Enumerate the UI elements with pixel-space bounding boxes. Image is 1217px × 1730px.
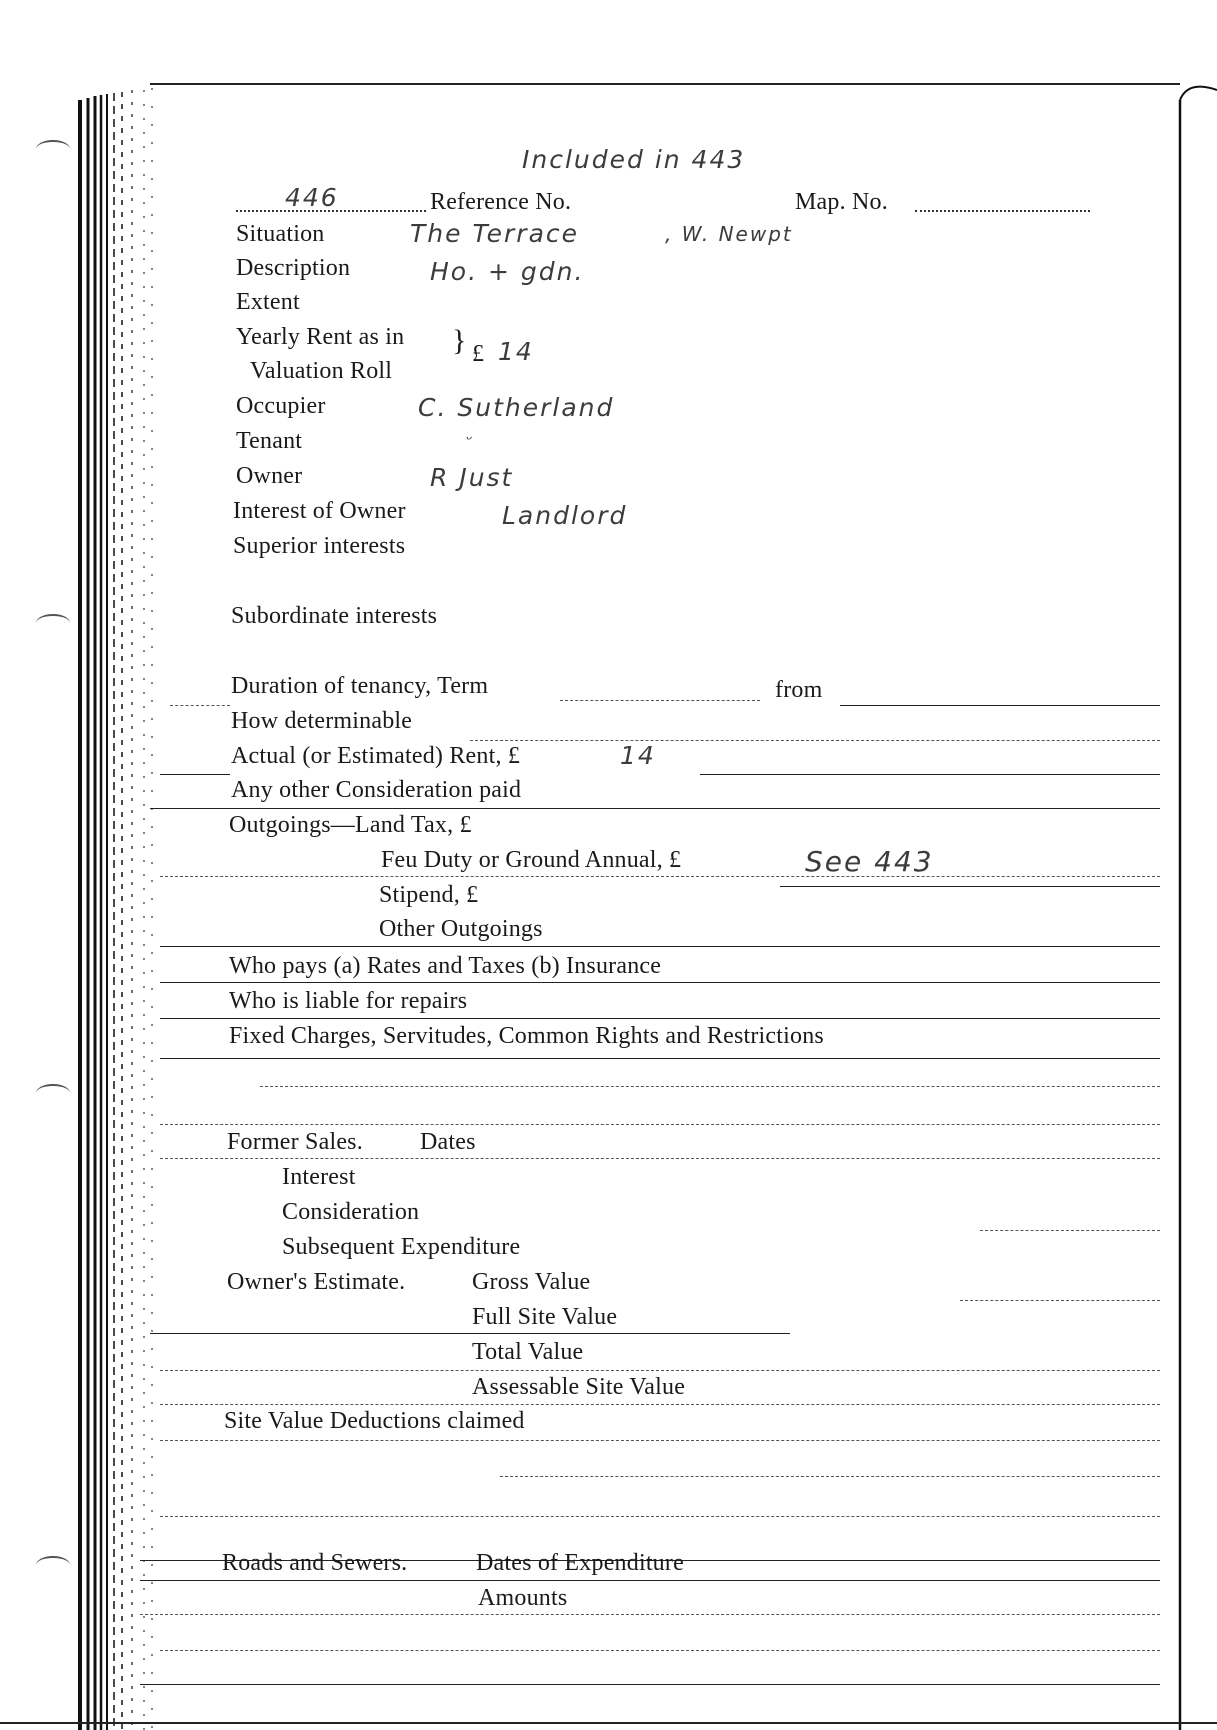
duration-line <box>560 700 760 701</box>
subsequent-expenditure-label: Subsequent Expenditure <box>282 1234 521 1260</box>
line <box>160 1440 1160 1441</box>
line <box>160 982 1160 983</box>
gross-value-label: Gross Value <box>472 1269 591 1295</box>
owner-value: R Just <box>430 463 514 492</box>
other-outgoings-label: Other Outgoings <box>379 916 543 942</box>
duration-label: Duration of tenancy, Term <box>231 673 489 699</box>
description-label: Description <box>236 255 351 281</box>
roads-and-sewers-label: Roads and Sewers. <box>222 1550 408 1576</box>
line <box>160 1370 1160 1371</box>
actual-rent-value: 14 <box>620 741 656 770</box>
line <box>150 808 1160 809</box>
stipend-label: Stipend, £ <box>379 882 479 908</box>
binder-edge <box>0 0 170 1730</box>
binder-ring-mark <box>36 614 70 632</box>
binder-ring-mark <box>36 1084 70 1102</box>
yearly-rent-brace: } <box>452 324 467 357</box>
interest-of-owner-label: Interest of Owner <box>233 498 406 524</box>
line <box>160 1516 1160 1517</box>
line <box>470 740 1160 741</box>
owner-label: Owner <box>236 463 303 489</box>
former-sales-consideration-label: Consideration <box>282 1199 420 1225</box>
extent-label: Extent <box>236 289 300 315</box>
line <box>160 1650 1160 1651</box>
line <box>160 1158 1160 1159</box>
included-in-note: Included in 443 <box>522 145 746 174</box>
situation-value: The Terrace <box>410 219 580 248</box>
binder-ring-mark <box>36 140 70 158</box>
outgoings-land-tax-label: Outgoings—Land Tax, £ <box>229 812 472 838</box>
line <box>170 705 230 706</box>
line <box>260 1086 1160 1087</box>
how-determinable-label: How determinable <box>231 708 413 734</box>
from-label: from <box>775 677 823 703</box>
line <box>160 876 1160 877</box>
yearly-rent-value: 14 <box>498 337 534 366</box>
map-no-label: Map. No. <box>795 189 888 215</box>
line <box>700 774 1160 775</box>
page-top-edge <box>150 83 1180 85</box>
line <box>140 1614 1160 1615</box>
amounts-label: Amounts <box>478 1585 568 1611</box>
line <box>140 1684 1160 1685</box>
dates-of-expenditure-label: Dates of Expenditure <box>476 1550 684 1576</box>
tenant-mark: ᵕ <box>466 430 475 449</box>
total-value-label: Total Value <box>472 1339 584 1365</box>
line <box>500 1476 1160 1477</box>
line <box>840 705 1160 706</box>
former-sales-dates-label: Dates <box>420 1129 476 1155</box>
reference-no-value: 446 <box>285 183 339 212</box>
who-liable-label: Who is liable for repairs <box>229 988 468 1014</box>
assessable-site-value-label: Assessable Site Value <box>472 1374 686 1400</box>
yearly-rent-label-1: Yearly Rent as in <box>236 324 405 350</box>
yearly-rent-pound: £ <box>472 341 485 367</box>
actual-rent-label: Actual (or Estimated) Rent, £ <box>231 743 521 769</box>
occupier-value: C. Sutherland <box>418 393 615 422</box>
line <box>160 946 1160 947</box>
interest-of-owner-value: Landlord <box>502 501 628 530</box>
who-pays-label: Who pays (a) Rates and Taxes (b) Insurance <box>229 953 662 979</box>
line <box>160 1058 1160 1059</box>
site-value-deductions-label: Site Value Deductions claimed <box>224 1408 525 1434</box>
former-sales-interest-label: Interest <box>282 1164 356 1190</box>
feu-duty-value: See 443 <box>805 845 934 878</box>
subordinate-interests-label: Subordinate interests <box>231 603 438 629</box>
binder-ring-mark <box>36 1556 70 1574</box>
page-bottom-edge <box>0 1722 1217 1724</box>
occupier-label: Occupier <box>236 393 326 419</box>
other-consideration-label: Any other Consideration paid <box>231 777 522 803</box>
full-site-value-label: Full Site Value <box>472 1304 618 1330</box>
situation-label: Situation <box>236 221 325 247</box>
feu-duty-label: Feu Duty or Ground Annual, £ <box>381 847 682 873</box>
line <box>980 1230 1160 1231</box>
line <box>160 774 230 775</box>
line <box>150 1333 790 1334</box>
line <box>160 1404 1160 1405</box>
owners-estimate-label: Owner's Estimate. <box>227 1269 406 1295</box>
former-sales-label: Former Sales. <box>227 1129 363 1155</box>
fixed-charges-label: Fixed Charges, Servitudes, Common Rights and Restrictions <box>229 1023 824 1049</box>
yearly-rent-label-2: Valuation Roll <box>250 358 393 384</box>
reference-no-label: Reference No. <box>430 189 572 215</box>
line <box>780 886 1160 887</box>
page-right-edge <box>1170 80 1217 1730</box>
line <box>160 1018 1160 1019</box>
line <box>160 1124 1160 1125</box>
line <box>140 1580 1160 1581</box>
situation-place-value: , W. Newpt <box>665 222 793 246</box>
description-value: Ho. + gdn. <box>430 257 585 286</box>
superior-interests-label: Superior interests <box>233 533 406 559</box>
map-no-dotted-line <box>915 210 1090 212</box>
tenant-label: Tenant <box>236 428 303 454</box>
line <box>960 1300 1160 1301</box>
